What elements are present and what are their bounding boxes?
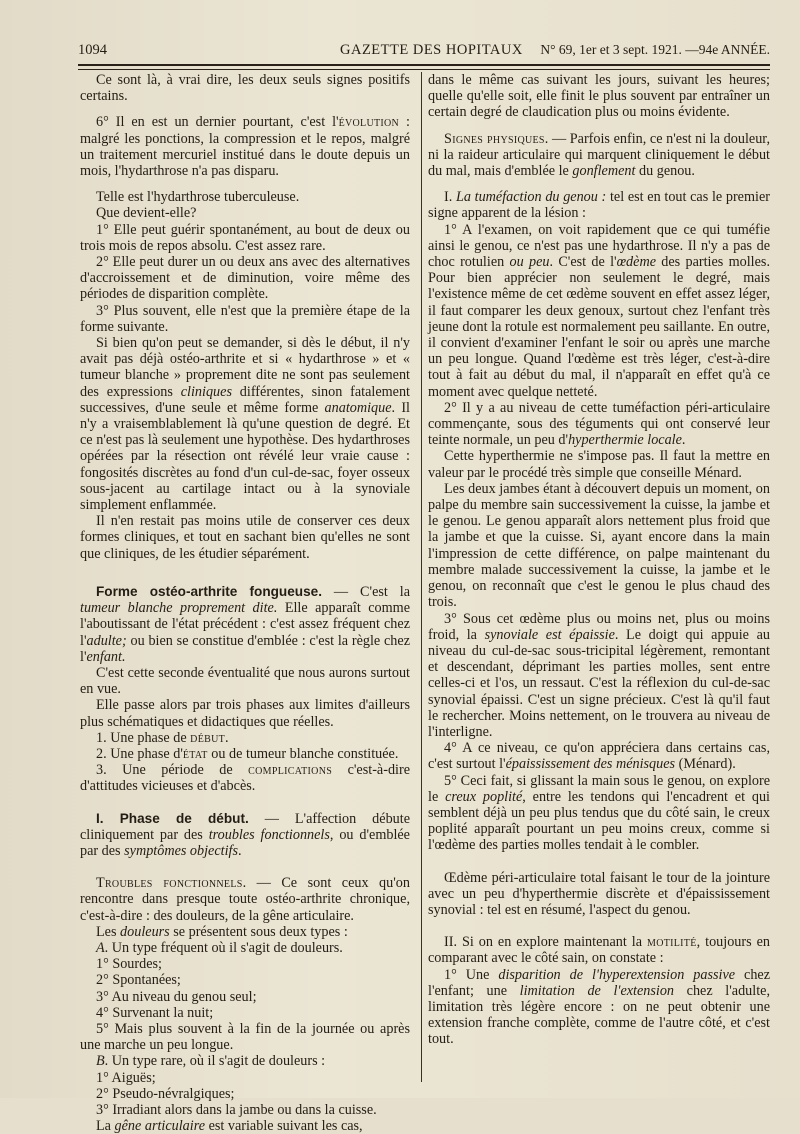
- list-item: 1° Aiguës;: [96, 1069, 156, 1086]
- paragraph: I. La tuméfaction du genou : tel est en tout cas le premier signe apparent de la lésion :: [428, 189, 770, 222]
- paragraph: Signes physiques. — Parfois enfin, ce n'est ni la douleur, ni la raideur articulaire qui marquent cliniquement le début du mal, mais d'emblée le gonflement du genou.: [428, 130, 770, 180]
- paragraph: 6° Il en est un dernier pourtant, c'est l'évolution : malgré les ponctions, la compression et le repos, malgré un traitement mercuriel institué dans le doute depuis un mois, l'hydarthrose n'a pas disparu.: [80, 114, 410, 180]
- paragraph: Les douleurs se présentent sous deux types :: [96, 923, 348, 940]
- paragraph: La gêne articulaire est variable suivant les cas,: [96, 1118, 363, 1134]
- subsection-paragraph: I. Phase de début. — L'affection débute cliniquement par des troubles fonctionnels, ou d'emblée par des symptômes objectifs.: [80, 810, 410, 859]
- column-divider: [421, 72, 422, 1082]
- issue-info: N° 69, 1er et 3 sept. 1921. —94e ANNÉE.: [540, 42, 770, 57]
- list-item: 5° Mais plus souvent à la fin de la journée ou après une marche un peu longue.: [80, 1020, 410, 1054]
- list-item: A. Un type fréquent où il s'agit de douleurs.: [96, 939, 343, 956]
- list-item: B. Un type rare, où il s'agit de douleurs :: [96, 1053, 326, 1070]
- left-column: [80, 72, 410, 1134]
- paragraph: Que devient-elle?: [96, 205, 197, 222]
- paragraph: Telle est l'hydarthrose tuberculeuse.: [96, 189, 300, 206]
- paragraph: Ce sont là, à vrai dire, les deux seuls signes positifs certains.: [80, 72, 410, 105]
- paragraph: 1° Une disparition de l'hyperextension passive chez l'enfant; une limitation de l'extension chez l'adulte, limitation très légère encore : on ne peut obtenir une extension franche complète, comme de l'autre côté, et c'est tout.: [428, 966, 771, 1048]
- paragraph: C'est cette seconde éventualité que nous aurons surtout en vue.: [80, 664, 410, 698]
- list-item: 2° Spontanées;: [96, 972, 181, 989]
- paragraph: Si bien qu'on peut se demander, si dès le début, il n'y avait pas déjà ostéo-arthrite et si « hydarthrose » et « tumeur blanche » proprement dite ne sont pas seulement des expressions cliniques différentes, sinon fatalement successives, d'une seule et même forme anatomique. Il n'y a vraisemblablement là qu'une question de degré. Et ce n'est pas là seulement une hypothèse. Des hydarthroses opérées par la résection ont révélé leur vraie cause : fongosités discrètes au fond d'un cul-de-sac, foyer osseux sous-jacent au cartilage intact ou à la synoviale simplement enflammée.: [80, 335, 410, 514]
- paragraph: Les deux jambes étant à découvert depuis un moment, on palpe du membre sain successivement la cuisse, la jambe et le genou. Le genou apparaît alors nettement plus froid que la jambe et que la cuisse. Si, ayant encore dans la main l'impression de cette différence, on palpe maintenant du membre malade successivement la cuisse, la jambe et le genou, on reconnaît que c'est le genou le plus chaud des trois.: [428, 480, 770, 611]
- paragraph: 3° Plus souvent, elle n'est que la première étape de la forme suivante.: [80, 302, 410, 335]
- list-item: 2. Une phase d'état ou de tumeur blanche constituée.: [96, 745, 399, 762]
- page-number: 1094: [78, 42, 107, 58]
- list-item: 1. Une phase de début.: [96, 729, 229, 746]
- paragraph: 4° A ce niveau, ce qu'on appréciera dans certains cas, c'est surtout l'épaississement des ménisques (Ménard).: [428, 740, 770, 773]
- paragraph: 5° Ceci fait, si glissant la main sous le genou, on explore le creux poplité, entre les tendons qui l'encadrent et qui semblent déjà un peu plus tendus que du côté sain, le creux poplité apparaît pourtant un peu moins creux, comme si l'œdème des parties molles tendait à le combler.: [428, 772, 770, 854]
- paragraph: Il n'en restait pas moins utile de conserver ces deux formes cliniques, et tout en sachant bien qu'elles ne sont que cliniques, de les étudier séparément.: [80, 513, 410, 562]
- list-item: 2° Pseudo-névralgiques;: [96, 1085, 235, 1102]
- list-item: 1° Sourdes;: [96, 956, 162, 973]
- paragraph: 2° Il y a au niveau de cette tuméfaction péri-articulaire commençante, sous des téguments qui ont conservé leur teinte normale, un peu d'hyperthermie locale.: [428, 399, 770, 449]
- running-header: [78, 40, 770, 64]
- paragraph: Elle passe alors par trois phases aux limites d'ailleurs plus schématiques et didactiques que réelles.: [80, 697, 410, 730]
- paragraph: Œdème péri-articulaire total faisant le tour de la jointure avec un peu d'hyperthermie discrète et d'épaississement synovial : tel est en résumé, l'aspect du genou.: [428, 869, 770, 918]
- list-item: 3° Irradiant alors dans la jambe ou dans la cuisse.: [96, 1101, 377, 1118]
- list-item: 3° Au niveau du genou seul;: [96, 988, 257, 1005]
- paragraph: 1° Elle peut guérir spontanément, au bout de deux ou trois mois de repos absolu. C'est assez rare.: [80, 221, 410, 254]
- paragraph: Cette hyperthermie ne s'impose pas. Il faut la mettre en valeur par le procédé très simple que conseille Ménard.: [428, 448, 770, 481]
- paragraph: 1° A l'examen, on voit rapidement que ce qui tuméfie ainsi le genou, ce n'est pas une hydarthrose. Il n'y a pas de choc rotulien ou peu. C'est de l'œdème des parties molles. Pour bien apprécier non seulement le degré, mais l'existence même de cet œdème souvent en effet assez léger, il faut comparer les deux genoux, surtout chez l'enfant très jeune dont la rotule est normalement peu saillante. En outre, il convient d'examiner l'enfant le soir ou après une marche un peu longue. Quand l'œdème est très léger, c'est-à-dire tout à fait au début du mal, il n'apparaît en effet qu'à ce moment avec quelque netteté.: [428, 221, 770, 400]
- list-item: 4° Survenant la nuit;: [96, 1004, 214, 1021]
- paragraph: dans le même cas suivant les jours, suivant les heures; quelle qu'elle soit, elle finit le plus souvent par entraîner un certain degré de claudication plus ou moins évidente.: [428, 72, 770, 121]
- paragraph: Troubles fonctionnels. — Ce sont ceux qu'on rencontre dans presque toute ostéo-arthrite chronique, c'est-à-dire : des douleurs, de la gêne articulaire.: [80, 875, 410, 924]
- paragraph: 2° Elle peut durer un ou deux ans avec des alternatives d'accroissement et de diminution, voire même des périodes de disparition complète.: [80, 254, 410, 303]
- right-column: [428, 72, 770, 1087]
- section-heading: Forme ostéo-arthrite fongueuse.: [96, 583, 322, 599]
- paragraph: 3° Sous cet œdème plus ou moins net, plus ou moins froid, la synoviale est épaissie. Le doigt qui appuie au niveau du cul-de-sac sous-tricipital légèrement, remontant et descendant, déprimant les parties molles, sent entre celles-ci et l'os, un ressaut. C'est la réflexion du cul-de-sac synovial épaissi. C'est un signe précieux. C'est là qu'il faut le rechercher. Moins nettement, on le trouvera au niveau de l'interligne.: [428, 610, 770, 740]
- subsection-heading: I. Phase de début.: [96, 810, 249, 826]
- journal-title: GAZETTE DES HOPITAUX: [340, 42, 523, 58]
- paragraph: II. Si on en explore maintenant la motilité, toujours en comparant avec le côté sain, on constate :: [428, 934, 770, 967]
- header-rule: [78, 64, 770, 70]
- section-paragraph: Forme ostéo-arthrite fongueuse. — C'est la tumeur blanche proprement dite. Elle apparaît comme l'aboutissant de l'état précédent : c'est assez fréquent chez l'adulte; ou bien se constitue d'emblée : c'est la règle chez l'enfant.: [80, 583, 410, 665]
- list-item: 3. Une période de complications c'est-à-dire d'attitudes vicieuses et d'abcès.: [80, 762, 410, 795]
